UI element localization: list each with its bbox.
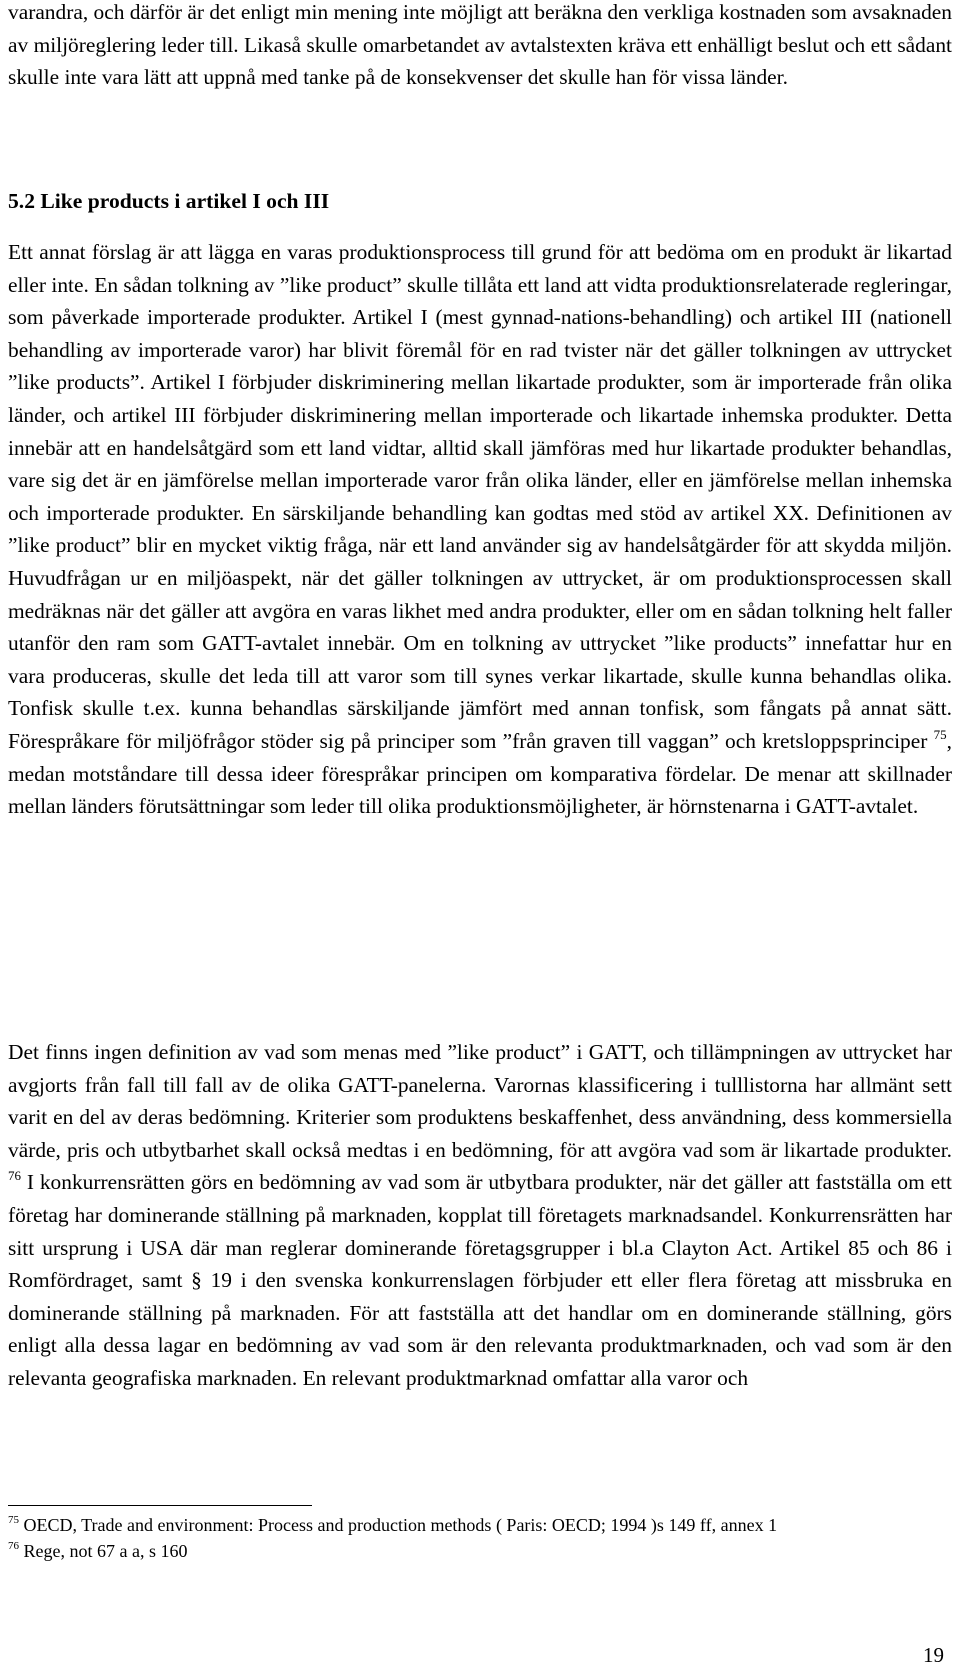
footnote-number: 75 [8, 1514, 19, 1526]
page-number: 19 [923, 1643, 944, 1667]
main-paragraph-text-2: , medan motståndare till dessa ideer förespråkar principen om komparativa fördelar. De menar att skillnader mellan länders förutsättningar som leder till olika produktionsmöjligheter, är hörnstenarna i GATT-avtalet. [8, 728, 952, 819]
footnote-75 [8, 1512, 952, 1538]
footnote-76 [8, 1538, 952, 1564]
main-paragraph-text-1: Ett annat förslag är att lägga en varas produktionsprocess till grund för att bedöma om en produkt är likartad eller inte. En sådan tolkning av ”like product” skulle tillåta ett land att vidta produktionsrelaterade regleringar, som påverkade importerade produkter. Artikel I (mest gynnad-nations-behandling) och artikel III (nationell behandling av importerade varor) har blivit föremål för en rad tvister när det gäller tolkningen av uttrycket ”like products”. Artikel I förbjuder diskriminering mellan likartade produkter, som är importerade från olika länder, och artikel III förbjuder diskriminering mellan importerade och likartade inhemska produkter. Detta innebär att en handelsåtgärd som ett land vidtar, alltid skall jämföras med hur likartade produkter behandlas, vare sig det är en jämförelse mellan importerade varor från olika länder, eller en jämförelse mellan inhemska och importerade produkter. En särskiljande behandling kan godtas med stöd av artikel XX. Definitionen av ”like product” blir en mycket viktig fråga, när ett land använder sig av handelsåtgärder för att skydda miljön. Huvudfrågan ur en miljöaspekt, när det gäller tolkningen av uttrycket, är om produktionsprocessen skall medräknas när det gäller att avgöra en varas likhet med andra produkter, eller om en sådan tolkning helt faller utanför den ram som GATT-avtalet innebär. Om en tolkning av uttrycket ”like products” innefattar hur en vara produceras, skulle det leda till att varor som till synes verkar likartade, skulle kunna behandlas olika. Tonfisk skulle t.ex. kunna behandlas särskiljande jämfört med annan tonfisk, som fångats på annat sätt. Förespråkare för miljöfrågor stöder sig på principer som ”från graven till vaggan” och kretsloppsprinciper [8, 240, 952, 753]
footnote-divider [8, 1505, 312, 1506]
main-paragraph [8, 236, 952, 823]
footnotes [8, 1512, 952, 1564]
footnote-ref-76: 76 [8, 1168, 21, 1184]
footnote-text: OECD, Trade and environment: Process and production methods ( Paris: OECD; 1994 )s 149 ff, annex 1 [23, 1515, 778, 1535]
second-paragraph [8, 1036, 952, 1395]
second-paragraph-text-2: I konkurrensrätten görs en bedömning av vad som är utbytbara produkter, när det gäller att fastställa om ett företag har dominerande ställning på marknaden, kopplat till företagets marknadsandel. Konkurrensrätten har sitt ursprung i USA där man reglerar dominerande företagsgrupper i bl.a Clayton Act. Artikel 85 och 86 i Romfördraget, samt § 19 i den svenska konkurrenslagen förbjuder ett eller flera företag att missbruka en dominerande ställning på marknaden. För att fastställa att det handlar om en dominerande ställning, görs enligt alla dessa lagar en bedömning av vad som är den relevanta produktmarknaden, och vad som är den relevanta geografiska marknaden. En relevant produktmarknad omfattar alla varor och [8, 1170, 952, 1390]
footnote-number: 76 [8, 1540, 19, 1552]
footnote-ref-75: 75 [933, 726, 947, 742]
intro-paragraph: varandra, och därför är det enligt min mening inte möjligt att beräkna den verkliga kostnaden som avsaknaden av miljöreglering leder till. Likaså skulle omarbetandet av avtalstexten kräva ett enhälligt beslut och ett sådant skulle inte vara lätt att uppnå med tanke på de konsekvenser det skulle han för vissa länder. [8, 0, 952, 90]
section-heading: 5.2 Like products i artikel I och III [8, 189, 330, 213]
footnote-text: Rege, not 67 a a, s 160 [23, 1541, 188, 1561]
second-paragraph-text-1: Det finns ingen definition av vad som menas med ”like product” i GATT, och tillämpningen av uttrycket har avgjorts från fall till fall av de olika GATT-panelerna. Varornas klassificering i tulllistorna har allmänt sett varit en del av deras bedömning. Kriterier som produktens beskaffenhet, dess användning, dess kommersiella värde, pris och utbytbarhet skall också medtas i en bedömning, för att avgöra vad som är likartade produkter. [8, 1040, 952, 1162]
